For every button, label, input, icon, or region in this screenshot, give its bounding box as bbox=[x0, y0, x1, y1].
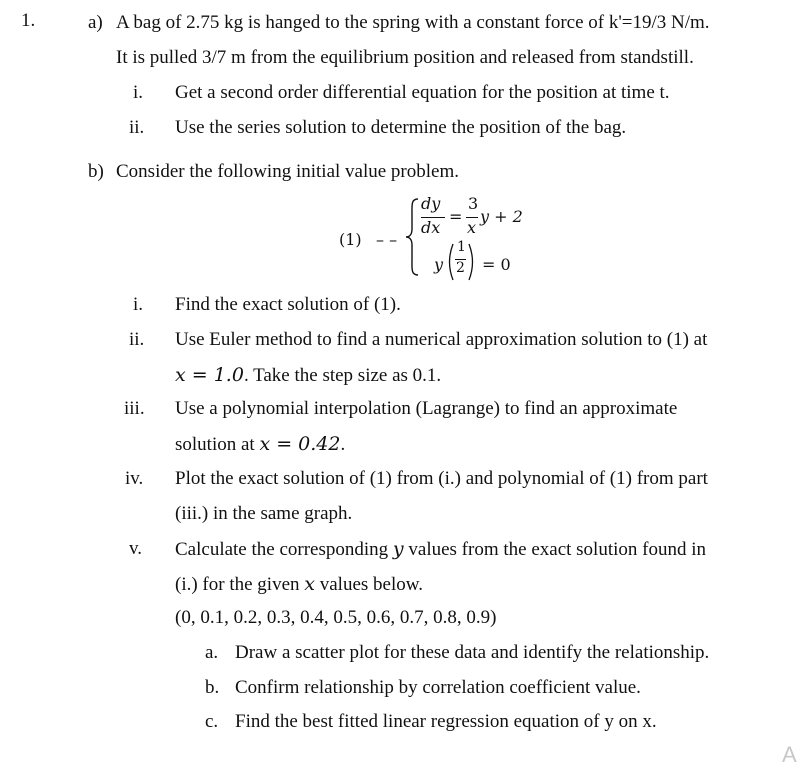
subitem-letter: c. bbox=[205, 711, 219, 732]
derivative-numerator: dy bbox=[421, 194, 441, 213]
part-a-line1: A bag of 2.75 kg is hanged to the spring with a constant force of k'=19/3 N/m. bbox=[116, 12, 710, 33]
part-a-item-text: Get a second order differential equation for the position at time t. bbox=[175, 82, 670, 103]
part-b-item-text-continued: (iii.) in the same graph. bbox=[175, 503, 353, 524]
part-b-item-text-continued bbox=[175, 364, 441, 387]
part-b-item-text: Use Euler method to find a numerical approximation solution to (1) at bbox=[175, 329, 708, 350]
part-a-item-num: ii. bbox=[129, 117, 145, 138]
subitem-text: Draw a scatter plot for these data and identify the relationship. bbox=[235, 642, 710, 663]
equation-rhs-tail: y + 2 bbox=[480, 207, 523, 226]
inline-text: solution at bbox=[175, 434, 260, 455]
ic-numerator: 1 bbox=[457, 239, 466, 255]
left-brace-icon bbox=[404, 197, 420, 277]
part-a-line2: It is pulled 3/7 m from the equilibrium position and released from standstill. bbox=[116, 47, 694, 68]
part-b-intro: Consider the following initial value problem. bbox=[116, 161, 459, 182]
inline-text: (i.) for the given bbox=[175, 574, 305, 595]
part-b-item-num: iv. bbox=[125, 468, 144, 489]
inline-text: . Take the step size as 0.1. bbox=[243, 365, 442, 386]
inline-math: x = 1.0 bbox=[175, 364, 244, 386]
coefficient-numerator: 3 bbox=[468, 194, 479, 213]
watermark-letter: A bbox=[782, 742, 797, 767]
ic-rhs: = 0 bbox=[482, 255, 511, 274]
part-b-item-text: Find the exact solution of (1). bbox=[175, 294, 401, 315]
inline-text: . bbox=[340, 434, 346, 455]
question-number: 1. bbox=[21, 10, 36, 31]
inline-math: x = 0.42 bbox=[259, 433, 341, 455]
part-b-label: b) bbox=[88, 161, 104, 182]
part-b-item-num: v. bbox=[129, 538, 143, 559]
subitem-text: Find the best fitted linear regression equation of y on x. bbox=[235, 711, 657, 732]
part-b-item-text: Use a polynomial interpolation (Lagrange) to find an approximate bbox=[175, 398, 678, 419]
equals-sign: = bbox=[449, 207, 463, 226]
ic-denominator: 2 bbox=[456, 260, 465, 276]
part-a-item-num: i. bbox=[133, 82, 144, 103]
part-b-item-num: i. bbox=[133, 294, 144, 315]
coefficient-denominator: x bbox=[467, 218, 477, 237]
subitem-letter: b. bbox=[205, 677, 220, 698]
left-paren-icon bbox=[445, 242, 455, 282]
inline-text: Calculate the corresponding bbox=[175, 539, 393, 560]
part-b-item-text-continued bbox=[175, 573, 423, 596]
part-b-item-text bbox=[175, 538, 706, 561]
subitem-text: Confirm relationship by correlation coefficient value. bbox=[235, 677, 641, 698]
subitem-letter: a. bbox=[205, 642, 219, 663]
part-a-item-text: Use the series solution to determine the position of the bag. bbox=[175, 117, 627, 138]
inline-math: y bbox=[392, 538, 404, 560]
derivative-denominator: dx bbox=[421, 218, 441, 237]
equation-label: (1) bbox=[339, 230, 362, 249]
inline-math: x bbox=[304, 573, 315, 595]
ic-function: y bbox=[434, 255, 444, 274]
part-b-item-text: Plot the exact solution of (1) from (i.) and polynomial of (1) from part bbox=[175, 468, 708, 489]
inline-text: values from the exact solution found in bbox=[403, 539, 706, 560]
x-values-list: (0, 0.1, 0.2, 0.3, 0.4, 0.5, 0.6, 0.7, 0.8, 0.9) bbox=[175, 607, 497, 628]
inline-text: values below. bbox=[314, 574, 423, 595]
part-a-label: a) bbox=[88, 12, 103, 33]
equation-dashes: – – bbox=[376, 230, 398, 249]
part-b-item-num: iii. bbox=[124, 398, 145, 419]
part-b-item-num: ii. bbox=[129, 329, 145, 350]
part-b-item-text-continued bbox=[175, 433, 345, 456]
right-paren-icon bbox=[467, 242, 477, 282]
